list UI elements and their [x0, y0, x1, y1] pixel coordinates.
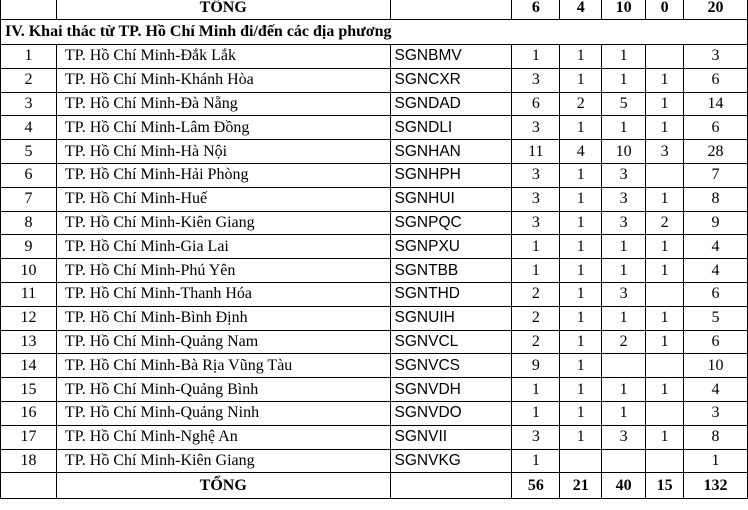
value-cell: 1: [512, 45, 560, 69]
value-cell: 11: [512, 140, 560, 164]
row-number: 18: [1, 449, 57, 473]
total-value: 20: [684, 0, 748, 20]
value-cell: 1: [560, 282, 602, 306]
total-value: 56: [512, 473, 560, 499]
route-code: SGNVCS: [390, 354, 512, 378]
table-row: [1, 68, 748, 92]
table-row: [1, 187, 748, 211]
row-number: 1: [1, 45, 57, 69]
route-code: SGNBMV: [390, 45, 512, 69]
row-number: 7: [1, 187, 57, 211]
section-title: IV. Khai thác từ TP. Hồ Chí Minh đi/đến các địa phương: [1, 20, 748, 45]
value-cell: 1: [512, 378, 560, 402]
route-name: TP. Hồ Chí Minh-Kiên Giang: [56, 449, 390, 473]
table-row: [1, 45, 748, 69]
value-cell: 4: [684, 259, 748, 283]
value-cell: 1: [512, 235, 560, 259]
value-cell: 3: [602, 425, 646, 449]
value-cell: 1: [560, 330, 602, 354]
value-cell: [646, 401, 684, 425]
value-cell: 2: [602, 330, 646, 354]
value-cell: [646, 45, 684, 69]
section-header-row: [1, 20, 748, 45]
value-cell: 1: [646, 425, 684, 449]
value-cell: 1: [560, 259, 602, 283]
row-number: 14: [1, 354, 57, 378]
table-row: [1, 92, 748, 116]
bottom-total-row: [1, 473, 748, 499]
table-row: [1, 282, 748, 306]
value-cell: 1: [602, 45, 646, 69]
value-cell: 1: [684, 449, 748, 473]
value-cell: 6: [684, 330, 748, 354]
top-total-row: [1, 0, 748, 20]
route-name: TP. Hồ Chí Minh-Gia Lai: [56, 235, 390, 259]
value-cell: 2: [646, 211, 684, 235]
row-number: 9: [1, 235, 57, 259]
route-name: TP. Hồ Chí Minh-Khánh Hòa: [56, 68, 390, 92]
value-cell: 1: [602, 378, 646, 402]
row-number: 16: [1, 401, 57, 425]
value-cell: 7: [684, 163, 748, 187]
row-number: 5: [1, 140, 57, 164]
value-cell: 3: [646, 140, 684, 164]
value-cell: 10: [602, 140, 646, 164]
row-number: 10: [1, 259, 57, 283]
row-number: 2: [1, 68, 57, 92]
row-number: 3: [1, 92, 57, 116]
total-value: 6: [512, 0, 560, 20]
empty-cell: [390, 473, 512, 499]
total-label: TỔNG: [56, 473, 390, 499]
value-cell: 1: [560, 401, 602, 425]
value-cell: 14: [684, 92, 748, 116]
row-number: 11: [1, 282, 57, 306]
table-row: [1, 401, 748, 425]
value-cell: 1: [560, 45, 602, 69]
value-cell: 3: [602, 163, 646, 187]
table-row: [1, 116, 748, 140]
value-cell: 1: [646, 330, 684, 354]
value-cell: 1: [602, 235, 646, 259]
value-cell: 1: [560, 235, 602, 259]
total-value: 4: [560, 0, 602, 20]
value-cell: 10: [684, 354, 748, 378]
route-name: TP. Hồ Chí Minh-Đà Nẵng: [56, 92, 390, 116]
value-cell: 1: [560, 425, 602, 449]
route-name: TP. Hồ Chí Minh-Hải Phòng: [56, 163, 390, 187]
route-code: SGNVDO: [390, 401, 512, 425]
value-cell: 2: [512, 330, 560, 354]
value-cell: [646, 282, 684, 306]
value-cell: 3: [684, 401, 748, 425]
table-row: [1, 425, 748, 449]
route-code: SGNVCL: [390, 330, 512, 354]
table-row: [1, 354, 748, 378]
value-cell: 2: [512, 282, 560, 306]
table-row: [1, 306, 748, 330]
total-label: TỔNG: [56, 0, 390, 20]
value-cell: 4: [684, 378, 748, 402]
value-cell: 1: [646, 259, 684, 283]
value-cell: 1: [560, 378, 602, 402]
value-cell: 3: [512, 116, 560, 140]
row-number: 17: [1, 425, 57, 449]
value-cell: 3: [512, 163, 560, 187]
table-row: [1, 259, 748, 283]
route-name: TP. Hồ Chí Minh-Huế: [56, 187, 390, 211]
value-cell: 3: [602, 282, 646, 306]
table-row: [1, 235, 748, 259]
value-cell: 1: [646, 92, 684, 116]
table-row: [1, 378, 748, 402]
route-code: SGNHUI: [390, 187, 512, 211]
value-cell: 1: [602, 306, 646, 330]
value-cell: 1: [560, 163, 602, 187]
value-cell: 1: [646, 68, 684, 92]
value-cell: 3: [684, 45, 748, 69]
value-cell: [646, 354, 684, 378]
route-name: TP. Hồ Chí Minh-Kiên Giang: [56, 211, 390, 235]
value-cell: 28: [684, 140, 748, 164]
value-cell: 1: [560, 116, 602, 140]
value-cell: 1: [646, 378, 684, 402]
value-cell: 8: [684, 425, 748, 449]
value-cell: 1: [646, 306, 684, 330]
row-number: 8: [1, 211, 57, 235]
value-cell: 4: [560, 140, 602, 164]
value-cell: 2: [512, 306, 560, 330]
value-cell: 9: [512, 354, 560, 378]
value-cell: 3: [512, 211, 560, 235]
value-cell: 6: [684, 116, 748, 140]
route-name: TP. Hồ Chí Minh-Quảng Bình: [56, 378, 390, 402]
value-cell: 1: [646, 187, 684, 211]
table-row: [1, 211, 748, 235]
route-code: SGNTBB: [390, 259, 512, 283]
row-number: 4: [1, 116, 57, 140]
total-value: 40: [602, 473, 646, 499]
value-cell: 3: [512, 187, 560, 211]
route-code: SGNUIH: [390, 306, 512, 330]
empty-cell: [390, 0, 512, 20]
value-cell: 2: [560, 92, 602, 116]
value-cell: 8: [684, 187, 748, 211]
value-cell: 1: [512, 259, 560, 283]
value-cell: 6: [684, 282, 748, 306]
route-name: TP. Hồ Chí Minh-Thanh Hóa: [56, 282, 390, 306]
value-cell: 1: [646, 116, 684, 140]
route-code: SGNVDH: [390, 378, 512, 402]
route-code: SGNTHD: [390, 282, 512, 306]
value-cell: [602, 354, 646, 378]
row-number: 12: [1, 306, 57, 330]
value-cell: 1: [602, 401, 646, 425]
route-name: TP. Hồ Chí Minh-Quảng Ninh: [56, 401, 390, 425]
route-code: SGNDAD: [390, 92, 512, 116]
value-cell: [602, 449, 646, 473]
value-cell: 1: [560, 354, 602, 378]
table-row: [1, 140, 748, 164]
empty-cell: [1, 0, 57, 20]
value-cell: 1: [602, 116, 646, 140]
route-name: TP. Hồ Chí Minh-Bà Rịa Vũng Tàu: [56, 354, 390, 378]
row-number: 13: [1, 330, 57, 354]
route-code: SGNCXR: [390, 68, 512, 92]
value-cell: 1: [560, 211, 602, 235]
total-value: 15: [646, 473, 684, 499]
route-code: SGNPQC: [390, 211, 512, 235]
value-cell: [560, 449, 602, 473]
total-value: 10: [602, 0, 646, 20]
value-cell: 5: [602, 92, 646, 116]
row-number: 15: [1, 378, 57, 402]
route-code: SGNPXU: [390, 235, 512, 259]
value-cell: 1: [646, 235, 684, 259]
value-cell: 6: [512, 92, 560, 116]
total-value: 0: [646, 0, 684, 20]
table-row: [1, 330, 748, 354]
value-cell: 6: [684, 68, 748, 92]
value-cell: 3: [602, 187, 646, 211]
value-cell: 1: [602, 259, 646, 283]
route-code: SGNHPH: [390, 163, 512, 187]
value-cell: 1: [512, 401, 560, 425]
route-name: TP. Hồ Chí Minh-Hà Nội: [56, 140, 390, 164]
value-cell: [646, 449, 684, 473]
value-cell: 1: [512, 449, 560, 473]
route-code: SGNDLI: [390, 116, 512, 140]
value-cell: 9: [684, 211, 748, 235]
value-cell: 5: [684, 306, 748, 330]
route-code: SGNHAN: [390, 140, 512, 164]
value-cell: 1: [560, 68, 602, 92]
route-name: TP. Hồ Chí Minh-Bình Định: [56, 306, 390, 330]
value-cell: 3: [602, 211, 646, 235]
value-cell: 1: [560, 306, 602, 330]
value-cell: 1: [560, 187, 602, 211]
route-name: TP. Hồ Chí Minh-Quảng Nam: [56, 330, 390, 354]
total-value: 21: [560, 473, 602, 499]
value-cell: [646, 163, 684, 187]
value-cell: 1: [602, 68, 646, 92]
route-name: TP. Hồ Chí Minh-Đắk Lắk: [56, 45, 390, 69]
value-cell: 4: [684, 235, 748, 259]
table-row: [1, 449, 748, 473]
value-cell: 3: [512, 425, 560, 449]
route-code: SGNVII: [390, 425, 512, 449]
route-name: TP. Hồ Chí Minh-Phú Yên: [56, 259, 390, 283]
route-name: TP. Hồ Chí Minh-Lâm Đồng: [56, 116, 390, 140]
total-value: 132: [684, 473, 748, 499]
route-code: SGNVKG: [390, 449, 512, 473]
route-name: TP. Hồ Chí Minh-Nghệ An: [56, 425, 390, 449]
value-cell: 3: [512, 68, 560, 92]
row-number: 6: [1, 163, 57, 187]
table-row: [1, 163, 748, 187]
empty-cell: [1, 473, 57, 499]
